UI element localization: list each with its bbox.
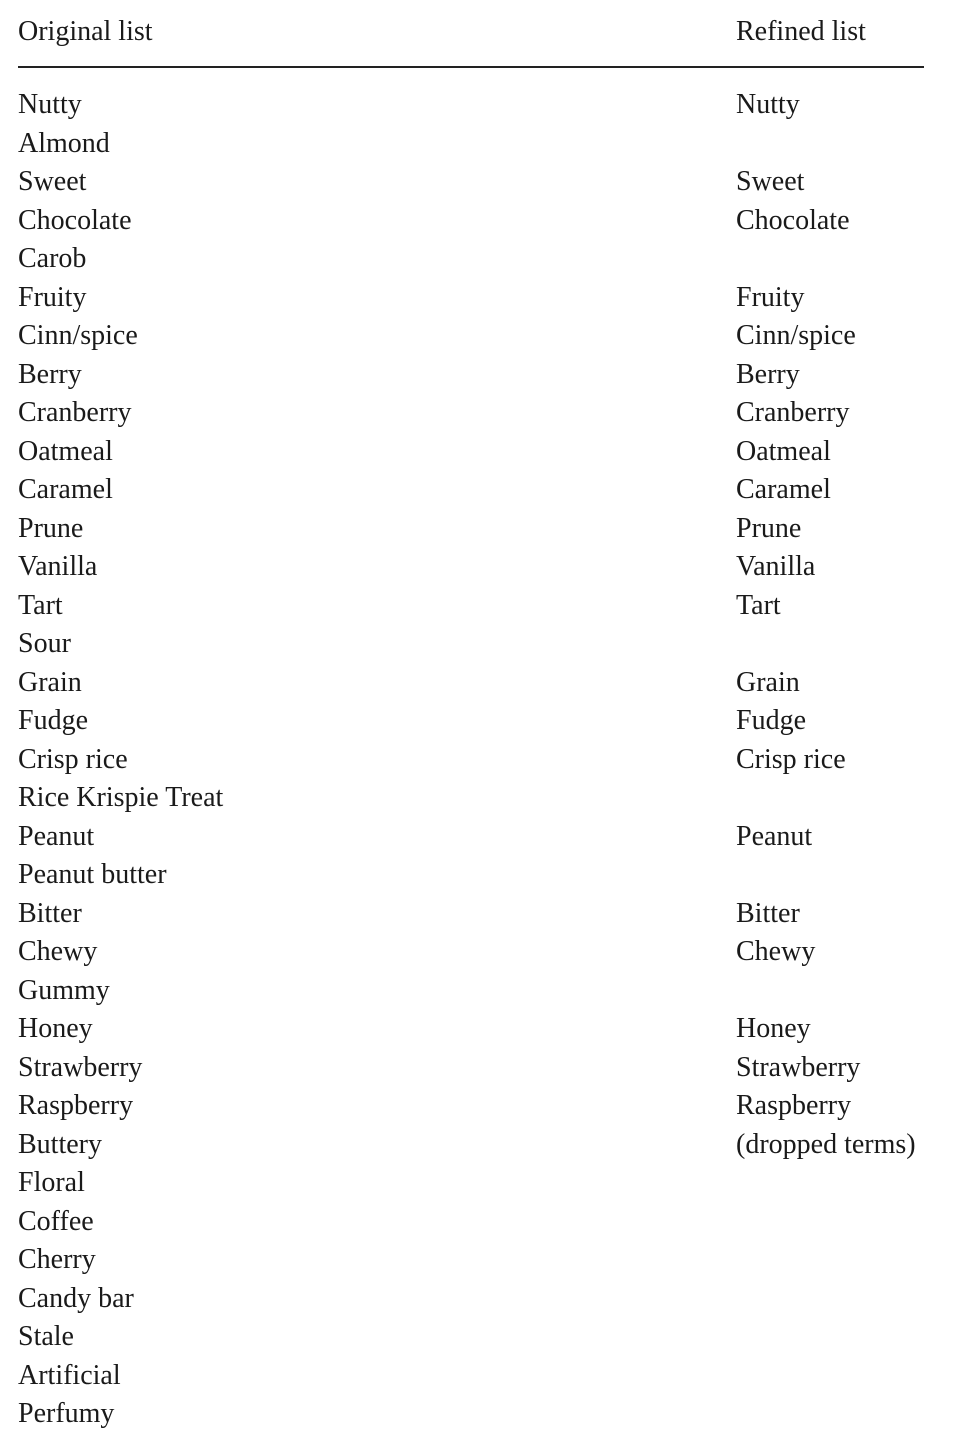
table-row — [18, 1164, 924, 1203]
original-term: Cinn/spice — [18, 320, 138, 351]
refined-term: Tart — [736, 589, 781, 621]
table-row — [18, 1010, 924, 1049]
table-row — [18, 1087, 924, 1126]
table-row — [18, 433, 924, 472]
table-row — [18, 86, 924, 125]
header-original-list: Original list — [18, 16, 153, 47]
original-term: Sour — [18, 628, 71, 659]
original-term: Grain — [18, 666, 82, 698]
refined-term: (dropped terms) — [736, 1128, 916, 1160]
original-term: Prune — [18, 512, 84, 544]
table-header — [18, 0, 924, 68]
table-row — [18, 1280, 924, 1319]
table-row — [18, 356, 924, 395]
original-term: Bitter — [18, 897, 82, 929]
original-term: Peanut — [18, 820, 95, 852]
original-term: Carob — [18, 243, 87, 274]
original-term: Honey — [18, 1013, 93, 1044]
original-term: Caramel — [18, 474, 113, 505]
table-row — [18, 664, 924, 703]
original-term: Crisp rice — [18, 743, 128, 775]
table-row — [18, 895, 924, 934]
table-row — [18, 510, 924, 549]
refined-term: Cranberry — [736, 397, 850, 428]
original-term: Chewy — [18, 936, 98, 967]
original-term: Almond — [18, 127, 110, 159]
original-term: Oatmeal — [18, 435, 113, 467]
original-term: Peanut butter — [18, 859, 167, 890]
refined-term: Grain — [736, 666, 800, 698]
refined-term: Honey — [736, 1013, 811, 1044]
header-refined-list: Refined list — [736, 16, 866, 47]
refined-term: Sweet — [736, 166, 805, 197]
refined-term: Strawberry — [736, 1051, 861, 1083]
refined-term: Vanilla — [736, 551, 816, 582]
original-term: Rice Krispie Treat — [18, 782, 224, 813]
table-row — [18, 856, 924, 895]
table-row — [18, 163, 924, 202]
table-row — [18, 1318, 924, 1357]
original-term: Artificial — [18, 1359, 121, 1391]
table-row — [18, 933, 924, 972]
table-row — [18, 548, 924, 587]
table-row — [18, 1241, 924, 1280]
table-row — [18, 1395, 924, 1434]
table-row — [18, 279, 924, 318]
original-term: Berry — [18, 358, 82, 390]
original-term: Vanilla — [18, 551, 98, 582]
table-row — [18, 702, 924, 741]
table-row — [18, 1049, 924, 1088]
original-term: Nutty — [18, 89, 82, 120]
refined-term: Prune — [736, 512, 802, 544]
table-row — [18, 240, 924, 279]
original-term: Chocolate — [18, 204, 132, 236]
table-row — [18, 125, 924, 164]
refined-term: Oatmeal — [736, 435, 831, 467]
terms-table — [18, 0, 924, 1434]
table-row — [18, 625, 924, 664]
refined-term: Fruity — [736, 281, 805, 313]
table-row — [18, 741, 924, 780]
original-term: Stale — [18, 1321, 74, 1352]
refined-term: Cinn/spice — [736, 320, 856, 351]
original-term: Floral — [18, 1167, 85, 1198]
original-term: Gummy — [18, 974, 110, 1006]
original-term: Fudge — [18, 705, 88, 736]
refined-term: Fudge — [736, 705, 806, 736]
original-term: Candy bar — [18, 1282, 134, 1314]
original-term: Cranberry — [18, 397, 132, 428]
original-term: Strawberry — [18, 1051, 143, 1083]
table-row — [18, 1203, 924, 1242]
table-row — [18, 202, 924, 241]
original-term: Buttery — [18, 1128, 102, 1160]
original-term: Perfumy — [18, 1398, 115, 1429]
table-row — [18, 779, 924, 818]
original-term: Cherry — [18, 1244, 96, 1275]
refined-term: Berry — [736, 358, 800, 390]
original-term: Fruity — [18, 281, 87, 313]
refined-term: Nutty — [736, 89, 800, 120]
original-term: Sweet — [18, 166, 87, 197]
table-row — [18, 394, 924, 433]
refined-term: Peanut — [736, 820, 813, 852]
refined-term: Chewy — [736, 936, 816, 967]
table-row — [18, 317, 924, 356]
table-row — [18, 471, 924, 510]
table-row — [18, 587, 924, 626]
original-term: Tart — [18, 589, 63, 621]
refined-term: Chocolate — [736, 204, 850, 236]
table-body — [18, 68, 924, 1434]
table-row — [18, 818, 924, 857]
original-term: Coffee — [18, 1205, 94, 1237]
table-row — [18, 1357, 924, 1396]
original-term: Raspberry — [18, 1090, 134, 1121]
refined-term: Bitter — [736, 897, 800, 929]
table-row — [18, 972, 924, 1011]
table-row — [18, 1126, 924, 1165]
refined-term: Raspberry — [736, 1090, 852, 1121]
refined-term: Crisp rice — [736, 743, 846, 775]
refined-term: Caramel — [736, 474, 831, 505]
